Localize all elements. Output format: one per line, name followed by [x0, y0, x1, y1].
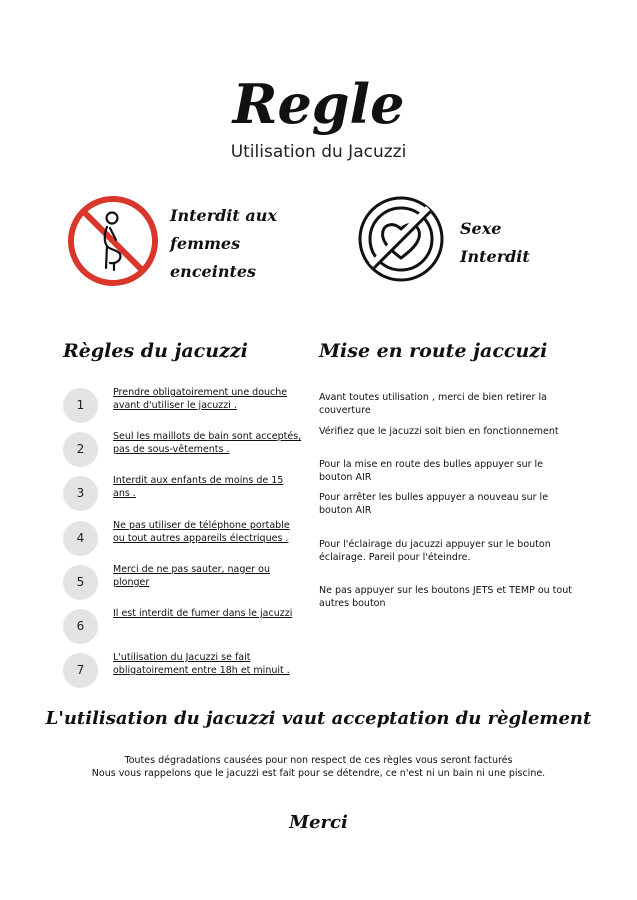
pregnant-warning-line: femmes — [170, 234, 241, 253]
rule-number: 5 — [63, 565, 98, 600]
footer-line: Toutes dégradations causées pour non respect de ces règles vous seront facturés — [124, 755, 513, 766]
rule-item — [63, 388, 308, 424]
rule-number: 7 — [63, 653, 98, 688]
footer-line: Nous vous rappelons que le jacuzzi est fait pour se détendre, ce n'est ni un bain ni une piscine. — [91, 768, 546, 779]
mise-section-title: Mise en route jaccuzi — [319, 340, 548, 362]
mise-instruction: Pour l'éclairage du jacuzzi appuyer sur le bouton éclairage. Pareil pour l'éteindre. — [319, 539, 551, 563]
page-title: Regle — [232, 72, 405, 136]
rule-text: Prendre obligatoirement une douche avant d'utiliser le jacuzzi . — [113, 387, 288, 411]
rule-number: 1 — [63, 388, 98, 423]
rule-number: 2 — [63, 432, 98, 467]
mise-instruction: Vérifiez que le jacuzzi soit bien en fonctionnement — [319, 426, 559, 437]
no-sex-heart-icon — [356, 194, 446, 284]
rule-text: Merci de ne pas sauter, nager ou plonger — [113, 564, 271, 588]
rule-text: Seul les maillots de bain sont acceptés, pas de sous-vêtements . — [113, 431, 302, 455]
mise-instruction: Avant toutes utilisation , merci de bien retirer la couverture — [319, 392, 547, 416]
rule-item — [63, 565, 308, 601]
rule-number: 3 — [63, 476, 98, 511]
rule-item — [63, 521, 308, 557]
pregnant-warning-line: enceintes — [170, 262, 257, 281]
rule-text: Il est interdit de fumer dans le jacuzzi — [113, 608, 293, 619]
rule-text: L'utilisation du Jacuzzi se fait obligatoirement entre 18h et minuit . — [113, 652, 290, 676]
pregnant-warning-line: Interdit aux — [170, 206, 277, 225]
rules-section-title: Règles du jacuzzi — [63, 340, 248, 362]
page-subtitle: Utilisation du Jacuzzi — [230, 142, 407, 162]
acceptance-statement: L'utilisation du jacuzzi vaut acceptation du règlement — [45, 708, 592, 729]
rule-item — [63, 476, 308, 512]
rule-text: Ne pas utiliser de téléphone portable ou tout autres appareils électriques . — [113, 520, 290, 544]
rule-item — [63, 432, 308, 468]
mise-instruction: Ne pas appuyer sur les boutons JETS et TEMP ou tout autres bouton — [319, 585, 572, 609]
sex-warning-label — [460, 215, 530, 271]
rule-item — [63, 653, 308, 689]
rule-text: Interdit aux enfants de moins de 15 ans . — [113, 475, 284, 499]
mise-instruction: Pour arrêter les bulles appuyer a nouveau sur le bouton AIR — [319, 492, 549, 516]
mise-instruction: Pour la mise en route des bulles appuyer sur le bouton AIR — [319, 459, 544, 483]
sex-warning-line: Interdit — [460, 247, 530, 266]
thank-you: Merci — [289, 812, 348, 833]
sex-warning-line: Sexe — [460, 219, 502, 238]
no-pregnant-icon — [66, 194, 160, 288]
pregnant-warning-label — [170, 202, 277, 286]
rule-item — [63, 609, 308, 645]
rule-number: 4 — [63, 521, 98, 556]
rule-number: 6 — [63, 609, 98, 644]
